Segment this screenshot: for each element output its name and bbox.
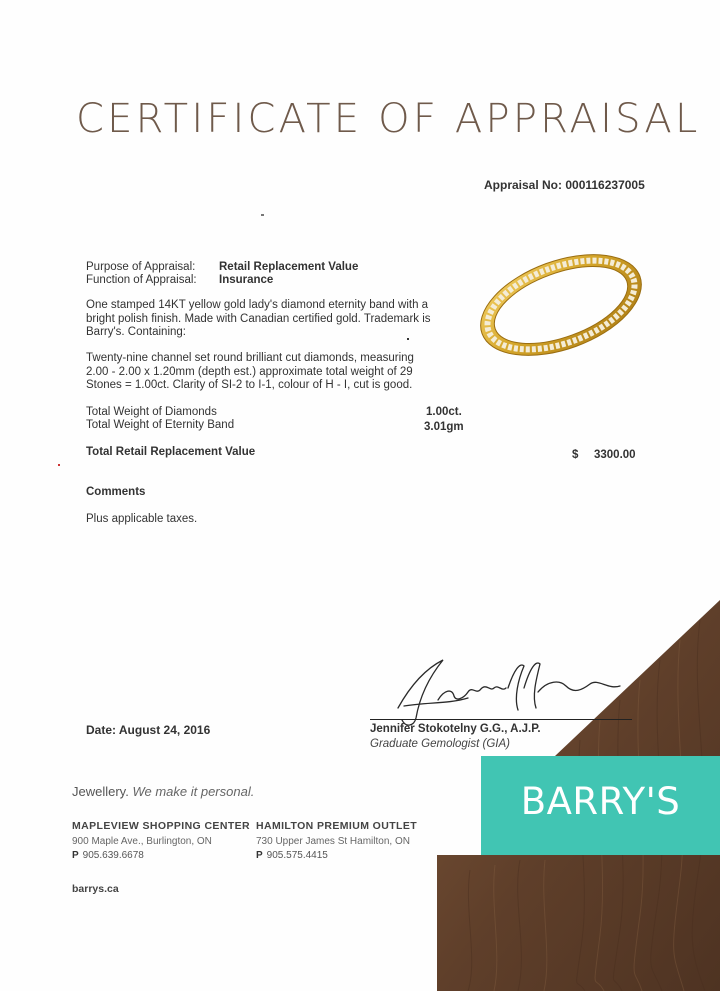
- store-1-address: 900 Maple Ave., Burlington, ON: [72, 836, 212, 847]
- store-1-phone: [72, 850, 144, 861]
- total-currency: $: [572, 449, 579, 461]
- appraiser-title: Graduate Gemologist (GIA): [370, 738, 510, 750]
- item-description: One stamped 14KT yellow gold lady's diamond eternity band with a bright polish finish. Made with Canadian certified gold. Trademark is Barry's. Containing:: [86, 299, 431, 338]
- brand-logo: BARRY'S: [520, 780, 681, 823]
- purpose-label: Purpose of Appraisal:: [86, 261, 196, 273]
- total-value-label: Total Retail Replacement Value: [86, 446, 256, 458]
- appraiser-name: Jennifer Stokotelny G.G., A.J.P.: [370, 723, 541, 735]
- store-2-name: HAMILTON PREMIUM OUTLET: [256, 820, 418, 832]
- store-2-phone-number: 905.575.4415: [266, 850, 328, 861]
- appraiser-signature: [368, 650, 638, 730]
- function-label: Function of Appraisal:: [86, 274, 197, 286]
- store-1-phone-number: 905.639.6678: [82, 850, 144, 861]
- diamonds-weight-label: Total Weight of Diamonds: [86, 406, 217, 418]
- store-1-name: MAPLEVIEW SHOPPING CENTER: [72, 820, 251, 832]
- comments-heading: Comments: [86, 486, 146, 498]
- diamond-description: Twenty-nine channel set round brilliant cut diamonds, measuring 2.00 - 2.00 x 1.20mm (depth est.) approximate total weight of 29 Stones = 1.00ct. Clarity of SI-2 to I-1, colour of H - I, cut is good.: [86, 352, 414, 391]
- speck-mark: [58, 464, 60, 466]
- comments-text: Plus applicable taxes.: [86, 513, 198, 525]
- band-weight-label: Total Weight of Eternity Band: [86, 419, 235, 431]
- store-2-phone: [256, 850, 328, 861]
- store-2-address: 730 Upper James St Hamilton, ON: [256, 836, 410, 847]
- tagline-lead: Jewellery.: [72, 784, 129, 799]
- brand-logo-box: [481, 756, 720, 855]
- appraisal-date: Date: August 24, 2016: [86, 723, 211, 737]
- tagline-rest: We make it personal.: [128, 784, 255, 799]
- appraisal-number: Appraisal No: 000116237005: [484, 178, 645, 192]
- eternity-band-photo: [466, 240, 656, 370]
- store-1-phone-label: P: [72, 850, 79, 861]
- tagline: [72, 784, 254, 799]
- certificate-title: CERTIFICATE OF APPRAISAL: [76, 96, 701, 142]
- purpose-value: Retail Replacement Value: [219, 261, 359, 273]
- band-weight-value: 3.01gm: [424, 421, 464, 433]
- signature-line: [370, 719, 632, 720]
- speck-mark: [407, 338, 409, 340]
- store-2-phone-label: P: [256, 850, 263, 861]
- speck-mark: [261, 214, 264, 216]
- function-value: Insurance: [219, 274, 274, 286]
- diamonds-weight-value: 1.00ct.: [426, 406, 462, 418]
- website-link[interactable]: barrys.ca: [72, 883, 119, 895]
- total-value-amount: 3300.00: [594, 449, 636, 461]
